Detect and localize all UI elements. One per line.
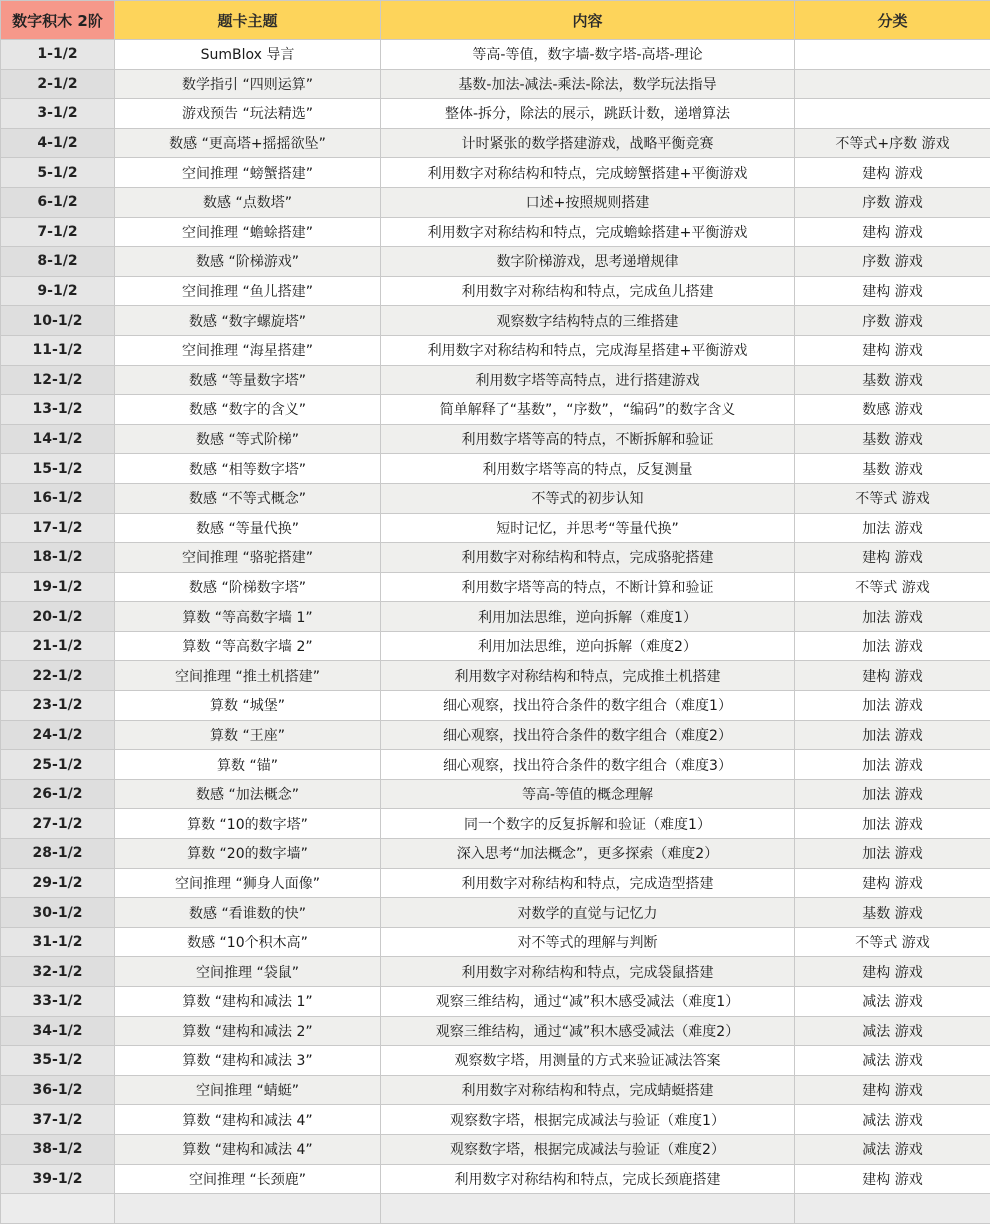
- id-cell[interactable]: 24-1/2: [1, 720, 115, 750]
- table-row: [1, 158, 990, 188]
- content-cell[interactable]: 观察数字塔，根据完成减法与验证（难度1）: [381, 1105, 795, 1135]
- category-cell[interactable]: [795, 69, 990, 99]
- empty-cell[interactable]: [381, 1194, 795, 1224]
- content-cell[interactable]: 对不等式的理解与判断: [381, 927, 795, 957]
- table-row: [1, 247, 990, 277]
- table-row: [1, 868, 990, 898]
- id-cell[interactable]: 4-1/2: [1, 128, 115, 158]
- category-cell[interactable]: 建构 游戏: [795, 158, 990, 188]
- content-cell[interactable]: 对数学的直觉与记忆力: [381, 898, 795, 928]
- category-cell[interactable]: 加法 游戏: [795, 779, 990, 809]
- table-row: [1, 424, 990, 454]
- header-category-cell[interactable]: 分类: [795, 1, 990, 40]
- content-cell[interactable]: 利用数字对称结构和特点，完成鱼儿搭建: [381, 276, 795, 306]
- category-cell[interactable]: 减法 游戏: [795, 1134, 990, 1164]
- theme-cell[interactable]: 游戏预告 “玩法精选”: [115, 99, 381, 129]
- table-row: [1, 454, 990, 484]
- table-row: [1, 217, 990, 247]
- content-cell[interactable]: 利用数字对称结构和特点，完成造型搭建: [381, 868, 795, 898]
- id-cell[interactable]: 14-1/2: [1, 424, 115, 454]
- id-cell[interactable]: 28-1/2: [1, 839, 115, 869]
- table-row: [1, 1016, 990, 1046]
- content-cell[interactable]: 计时紧张的数学搭建游戏，战略平衡竞赛: [381, 128, 795, 158]
- content-cell[interactable]: 观察数字塔，用测量的方式来验证减法答案: [381, 1046, 795, 1076]
- category-cell[interactable]: 基数 游戏: [795, 365, 990, 395]
- category-cell[interactable]: 建构 游戏: [795, 276, 990, 306]
- theme-cell[interactable]: 算数 “等高数字墙 1”: [115, 602, 381, 632]
- theme-cell[interactable]: 数感 “相等数字塔”: [115, 454, 381, 484]
- table-row: [1, 720, 990, 750]
- header-row: [1, 1, 990, 40]
- id-cell[interactable]: 29-1/2: [1, 868, 115, 898]
- table-row: [1, 839, 990, 869]
- table-row: [1, 1134, 990, 1164]
- theme-cell[interactable]: SumBlox 导言: [115, 40, 381, 70]
- theme-cell[interactable]: 数感 “数字螺旋塔”: [115, 306, 381, 336]
- theme-cell[interactable]: 空间推理 “海星搭建”: [115, 335, 381, 365]
- table-row: [1, 661, 990, 691]
- empty-cell[interactable]: [1, 1194, 115, 1224]
- theme-cell[interactable]: 算数 “建构和减法 4”: [115, 1134, 381, 1164]
- theme-cell[interactable]: 数感 “不等式概念”: [115, 483, 381, 513]
- content-cell[interactable]: 深入思考“加法概念”，更多探索（难度2）: [381, 839, 795, 869]
- category-cell[interactable]: 基数 游戏: [795, 898, 990, 928]
- category-cell[interactable]: 不等式 游戏: [795, 483, 990, 513]
- table-row: [1, 1046, 990, 1076]
- table-row: [1, 1075, 990, 1105]
- content-cell[interactable]: 同一个数字的反复拆解和验证（难度1）: [381, 809, 795, 839]
- category-cell[interactable]: 序数 游戏: [795, 187, 990, 217]
- theme-cell[interactable]: 算数 “建构和减法 4”: [115, 1105, 381, 1135]
- content-cell[interactable]: 利用数字塔等高特点，进行搭建游戏: [381, 365, 795, 395]
- empty-cell[interactable]: [115, 1194, 381, 1224]
- category-cell[interactable]: 建构 游戏: [795, 1075, 990, 1105]
- content-cell[interactable]: 利用数字对称结构和特点，完成蜻蜓搭建: [381, 1075, 795, 1105]
- theme-cell[interactable]: 算数 “等高数字墙 2”: [115, 631, 381, 661]
- theme-cell[interactable]: 数学指引 “四则运算”: [115, 69, 381, 99]
- category-cell[interactable]: 基数 游戏: [795, 424, 990, 454]
- table-row: [1, 395, 990, 425]
- table-row: [1, 513, 990, 543]
- table-header: [1, 1, 990, 40]
- category-cell[interactable]: 加法 游戏: [795, 631, 990, 661]
- table-row: [1, 69, 990, 99]
- content-cell[interactable]: 观察数字塔，根据完成减法与验证（难度2）: [381, 1134, 795, 1164]
- content-cell[interactable]: 数字阶梯游戏，思考递增规律: [381, 247, 795, 277]
- table-row: [1, 365, 990, 395]
- theme-cell[interactable]: 算数 “20的数字墙”: [115, 839, 381, 869]
- table-row: [1, 750, 990, 780]
- theme-cell[interactable]: 数感 “等量代换”: [115, 513, 381, 543]
- table-row: [1, 276, 990, 306]
- table-row: [1, 543, 990, 573]
- category-cell[interactable]: 不等式 游戏: [795, 572, 990, 602]
- table-row: [1, 1105, 990, 1135]
- content-cell[interactable]: 利用数字对称结构和特点，完成海星搭建+平衡游戏: [381, 335, 795, 365]
- category-cell[interactable]: 加法 游戏: [795, 602, 990, 632]
- content-cell[interactable]: 口述+按照规则搭建: [381, 187, 795, 217]
- content-cell[interactable]: 利用数字对称结构和特点，完成骆驼搭建: [381, 543, 795, 573]
- table-body: [1, 40, 990, 1224]
- table-row: [1, 631, 990, 661]
- table-row: [1, 99, 990, 129]
- id-cell[interactable]: 18-1/2: [1, 543, 115, 573]
- category-cell[interactable]: 减法 游戏: [795, 987, 990, 1017]
- theme-cell[interactable]: 数感 “阶梯游戏”: [115, 247, 381, 277]
- category-cell[interactable]: 建构 游戏: [795, 868, 990, 898]
- table-row: [1, 1164, 990, 1194]
- table-row: [1, 691, 990, 721]
- table-row: [1, 128, 990, 158]
- category-cell[interactable]: 基数 游戏: [795, 454, 990, 484]
- theme-cell[interactable]: 空间推理 “推土机搭建”: [115, 661, 381, 691]
- theme-cell[interactable]: 数感 “等量数字塔”: [115, 365, 381, 395]
- id-cell[interactable]: 7-1/2: [1, 217, 115, 247]
- theme-cell[interactable]: 数感 “数字的含义”: [115, 395, 381, 425]
- id-cell[interactable]: 16-1/2: [1, 483, 115, 513]
- id-cell[interactable]: 32-1/2: [1, 957, 115, 987]
- id-cell[interactable]: 20-1/2: [1, 602, 115, 632]
- category-cell[interactable]: 加法 游戏: [795, 809, 990, 839]
- theme-cell[interactable]: 算数 “10的数字塔”: [115, 809, 381, 839]
- id-cell[interactable]: 8-1/2: [1, 247, 115, 277]
- table-row: [1, 927, 990, 957]
- theme-cell[interactable]: 算数 “建构和减法 1”: [115, 987, 381, 1017]
- content-cell[interactable]: 利用数字对称结构和特点，完成蟾蜍搭建+平衡游戏: [381, 217, 795, 247]
- category-cell[interactable]: 不等式 游戏: [795, 927, 990, 957]
- content-cell[interactable]: 利用数字对称结构和特点，完成长颈鹿搭建: [381, 1164, 795, 1194]
- theme-cell[interactable]: 数感 “看谁数的快”: [115, 898, 381, 928]
- table-row: [1, 987, 990, 1017]
- category-cell[interactable]: [795, 99, 990, 129]
- content-cell[interactable]: 基数-加法-减法-乘法-除法，数学玩法指导: [381, 69, 795, 99]
- id-cell[interactable]: 39-1/2: [1, 1164, 115, 1194]
- id-cell[interactable]: 30-1/2: [1, 898, 115, 928]
- id-cell[interactable]: 19-1/2: [1, 572, 115, 602]
- category-cell[interactable]: 加法 游戏: [795, 839, 990, 869]
- content-cell[interactable]: 细心观察，找出符合条件的数字组合（难度2）: [381, 720, 795, 750]
- empty-cell[interactable]: [795, 1194, 990, 1224]
- id-cell[interactable]: 3-1/2: [1, 99, 115, 129]
- id-cell[interactable]: 27-1/2: [1, 809, 115, 839]
- theme-cell[interactable]: 数感 “10个积木高”: [115, 927, 381, 957]
- id-cell[interactable]: 6-1/2: [1, 187, 115, 217]
- table-row: [1, 40, 990, 70]
- id-cell[interactable]: 12-1/2: [1, 365, 115, 395]
- theme-cell[interactable]: 空间推理 “骆驼搭建”: [115, 543, 381, 573]
- category-cell[interactable]: 建构 游戏: [795, 661, 990, 691]
- table-row: [1, 483, 990, 513]
- id-cell[interactable]: 25-1/2: [1, 750, 115, 780]
- id-cell[interactable]: 5-1/2: [1, 158, 115, 188]
- content-cell[interactable]: 等高-等值，数字墙-数字塔-高塔-理论: [381, 40, 795, 70]
- empty-row: [1, 1194, 990, 1224]
- id-cell[interactable]: 10-1/2: [1, 306, 115, 336]
- category-cell[interactable]: [795, 40, 990, 70]
- theme-cell[interactable]: 空间推理 “蟾蜍搭建”: [115, 217, 381, 247]
- theme-cell[interactable]: 数感 “点数塔”: [115, 187, 381, 217]
- header-corner-cell[interactable]: 数字积木 2阶: [1, 1, 115, 40]
- content-cell[interactable]: 细心观察，找出符合条件的数字组合（难度3）: [381, 750, 795, 780]
- category-cell[interactable]: 加法 游戏: [795, 750, 990, 780]
- content-cell[interactable]: 简单解释了“基数”，“序数”，“编码”的数字含义: [381, 395, 795, 425]
- theme-cell[interactable]: 空间推理 “狮身人面像”: [115, 868, 381, 898]
- category-cell[interactable]: 建构 游戏: [795, 1164, 990, 1194]
- category-cell[interactable]: 建构 游戏: [795, 217, 990, 247]
- theme-cell[interactable]: 空间推理 “袋鼠”: [115, 957, 381, 987]
- id-cell[interactable]: 38-1/2: [1, 1134, 115, 1164]
- theme-cell[interactable]: 数感 “等式阶梯”: [115, 424, 381, 454]
- content-cell[interactable]: 细心观察，找出符合条件的数字组合（难度1）: [381, 691, 795, 721]
- id-cell[interactable]: 15-1/2: [1, 454, 115, 484]
- table-row: [1, 335, 990, 365]
- content-cell[interactable]: 利用数字塔等高的特点，反复测量: [381, 454, 795, 484]
- table-row: [1, 779, 990, 809]
- id-cell[interactable]: 13-1/2: [1, 395, 115, 425]
- category-cell[interactable]: 数感 游戏: [795, 395, 990, 425]
- id-cell[interactable]: 21-1/2: [1, 631, 115, 661]
- id-cell[interactable]: 9-1/2: [1, 276, 115, 306]
- category-cell[interactable]: 序数 游戏: [795, 306, 990, 336]
- id-cell[interactable]: 36-1/2: [1, 1075, 115, 1105]
- theme-cell[interactable]: 数感 “更高塔+摇摇欲坠”: [115, 128, 381, 158]
- id-cell[interactable]: 22-1/2: [1, 661, 115, 691]
- id-cell[interactable]: 33-1/2: [1, 987, 115, 1017]
- id-cell[interactable]: 11-1/2: [1, 335, 115, 365]
- id-cell[interactable]: 1-1/2: [1, 40, 115, 70]
- category-cell[interactable]: 加法 游戏: [795, 720, 990, 750]
- content-cell[interactable]: 观察三维结构，通过“减”积木感受减法（难度1）: [381, 987, 795, 1017]
- content-cell[interactable]: 短时记忆，并思考“等量代换”: [381, 513, 795, 543]
- theme-cell[interactable]: 算数 “王座”: [115, 720, 381, 750]
- category-cell[interactable]: 建构 游戏: [795, 957, 990, 987]
- content-cell[interactable]: 利用数字对称结构和特点，完成袋鼠搭建: [381, 957, 795, 987]
- id-cell[interactable]: 35-1/2: [1, 1046, 115, 1076]
- category-cell[interactable]: 序数 游戏: [795, 247, 990, 277]
- content-cell[interactable]: 利用数字对称结构和特点，完成推土机搭建: [381, 661, 795, 691]
- theme-cell[interactable]: 空间推理 “长颈鹿”: [115, 1164, 381, 1194]
- content-cell[interactable]: 整体-拆分，除法的展示，跳跃计数，递增算法: [381, 99, 795, 129]
- content-cell[interactable]: 等高-等值的概念理解: [381, 779, 795, 809]
- id-cell[interactable]: 37-1/2: [1, 1105, 115, 1135]
- theme-cell[interactable]: 算数 “城堡”: [115, 691, 381, 721]
- id-cell[interactable]: 23-1/2: [1, 691, 115, 721]
- id-cell[interactable]: 31-1/2: [1, 927, 115, 957]
- theme-cell[interactable]: 算数 “锚”: [115, 750, 381, 780]
- id-cell[interactable]: 34-1/2: [1, 1016, 115, 1046]
- theme-cell[interactable]: 数感 “阶梯数字塔”: [115, 572, 381, 602]
- header-content-cell[interactable]: 内容: [381, 1, 795, 40]
- theme-cell[interactable]: 空间推理 “蜻蜓”: [115, 1075, 381, 1105]
- content-cell[interactable]: 利用数字塔等高的特点，不断计算和验证: [381, 572, 795, 602]
- content-cell[interactable]: 利用加法思维，逆向拆解（难度2）: [381, 631, 795, 661]
- theme-cell[interactable]: 算数 “建构和减法 3”: [115, 1046, 381, 1076]
- content-cell[interactable]: 利用数字塔等高的特点，不断拆解和验证: [381, 424, 795, 454]
- theme-cell[interactable]: 算数 “建构和减法 2”: [115, 1016, 381, 1046]
- table-row: [1, 957, 990, 987]
- theme-cell[interactable]: 空间推理 “螃蟹搭建”: [115, 158, 381, 188]
- table-row: [1, 898, 990, 928]
- theme-cell[interactable]: 空间推理 “鱼儿搭建”: [115, 276, 381, 306]
- header-theme-cell[interactable]: 题卡主题: [115, 1, 381, 40]
- table-row: [1, 602, 990, 632]
- table-row: [1, 187, 990, 217]
- id-cell[interactable]: 2-1/2: [1, 69, 115, 99]
- category-cell[interactable]: 建构 游戏: [795, 335, 990, 365]
- category-cell[interactable]: 减法 游戏: [795, 1016, 990, 1046]
- table-row: [1, 809, 990, 839]
- category-cell[interactable]: 不等式+序数 游戏: [795, 128, 990, 158]
- category-cell[interactable]: 加法 游戏: [795, 513, 990, 543]
- table-row: [1, 572, 990, 602]
- content-cell[interactable]: 利用数字对称结构和特点，完成螃蟹搭建+平衡游戏: [381, 158, 795, 188]
- category-cell[interactable]: 减法 游戏: [795, 1046, 990, 1076]
- category-cell[interactable]: 建构 游戏: [795, 543, 990, 573]
- content-cell[interactable]: 观察三维结构，通过“减”积木感受减法（难度2）: [381, 1016, 795, 1046]
- id-cell[interactable]: 17-1/2: [1, 513, 115, 543]
- table-row: [1, 306, 990, 336]
- content-cell[interactable]: 观察数字结构特点的三维搭建: [381, 306, 795, 336]
- category-cell[interactable]: 加法 游戏: [795, 691, 990, 721]
- category-cell[interactable]: 减法 游戏: [795, 1105, 990, 1135]
- theme-cell[interactable]: 数感 “加法概念”: [115, 779, 381, 809]
- content-cell[interactable]: 不等式的初步认知: [381, 483, 795, 513]
- id-cell[interactable]: 26-1/2: [1, 779, 115, 809]
- content-cell[interactable]: 利用加法思维，逆向拆解（难度1）: [381, 602, 795, 632]
